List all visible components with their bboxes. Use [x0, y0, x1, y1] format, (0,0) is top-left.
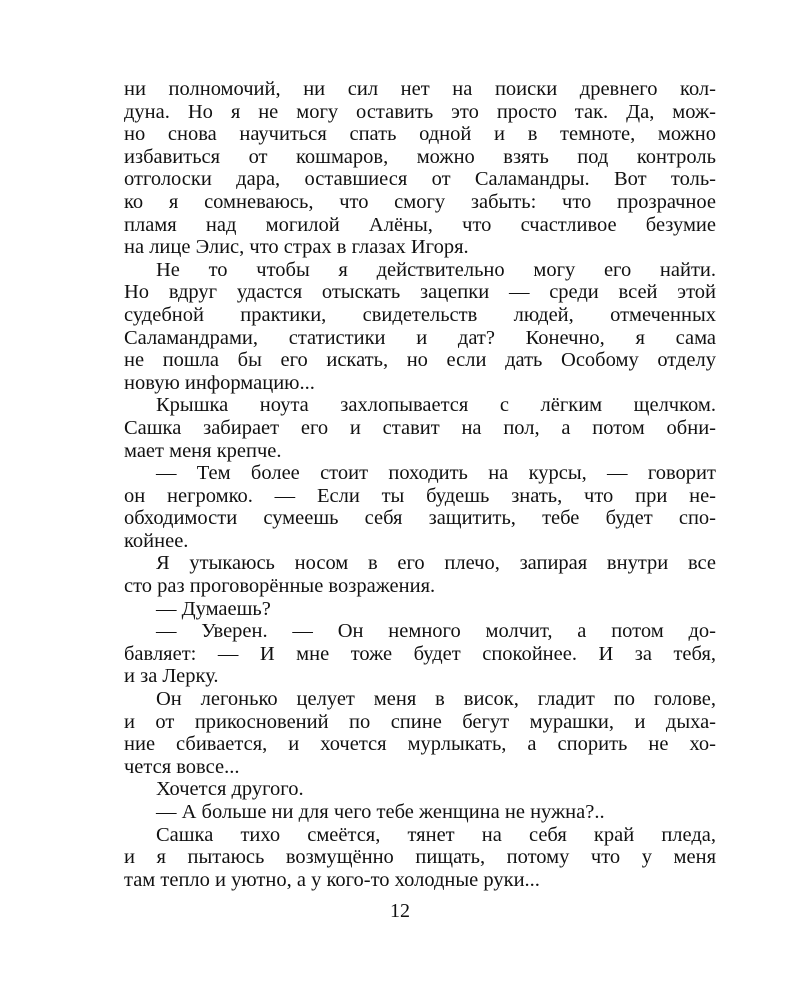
page-number: 12	[390, 900, 410, 922]
text-line: и я пытаюсь возмущённо пищать, потому что у меня	[124, 846, 716, 869]
text-line: новую информацию...	[124, 371, 315, 394]
text-line: Саламандрами, статистики и дат? Конечно, я сама	[124, 326, 716, 349]
text-line: дуна. Но я не могу оставить это просто так. Да, мож-	[124, 100, 716, 123]
text-line: не пошла бы его искать, но если дать Особому отделу	[124, 349, 716, 372]
text-line: Крышка ноута захлопывается с лёгким щелчком.	[156, 394, 716, 417]
text-line: Но вдруг удастся отыскать зацепки — среди всей этой	[124, 281, 716, 304]
body-text	[124, 78, 716, 891]
text-line: он негромко. — Если ты будешь знать, что при не-	[124, 484, 716, 507]
text-line: мает меня крепче.	[124, 439, 282, 462]
text-line: Сашка тихо смеётся, тянет на себя край пледа,	[156, 823, 716, 846]
text-line: Я утыкаюсь носом в его плечо, запирая внутри все	[156, 552, 716, 575]
text-line: — Уверен. — Он немного молчит, а потом до-	[156, 620, 716, 643]
text-line: но снова научиться спать одной и в темноте, можно	[124, 123, 716, 146]
text-line: койнее.	[124, 529, 189, 552]
text-line: ни полномочий, ни сил нет на поиски древнего кол-	[124, 78, 716, 100]
text-line: сто раз проговорённые возражения.	[124, 575, 436, 598]
text-line: — Думаешь?	[156, 597, 271, 620]
text-line: пламя над могилой Алёны, что счастливое безумие	[124, 213, 716, 236]
text-line: Не то чтобы я действительно могу его найти.	[156, 258, 716, 281]
text-line: и за Лерку.	[124, 665, 219, 688]
text-line: бавляет: — И мне тоже будет спокойнее. И за тебя,	[124, 642, 716, 665]
text-line: избавиться от кошмаров, можно взять под контроль	[124, 145, 716, 168]
text-line: отголоски дара, оставшиеся от Саламандры. Вот толь-	[124, 168, 716, 191]
text-line: чется вовсе...	[124, 755, 240, 778]
text-line: ние сбивается, и хочется мурлыкать, а спорить не хо-	[124, 733, 716, 756]
text-line: на лице Элис, что страх в глазах Игоря.	[124, 236, 469, 259]
text-line: там тепло и уютно, а у кого-то холодные руки...	[124, 868, 540, 891]
text-line: — Тем более стоит походить на курсы, — говорит	[156, 462, 716, 485]
text-line: ко я сомневаюсь, что смогу забыть: что прозрачное	[124, 190, 716, 213]
text-line: — А больше ни для чего тебе женщина не нужна?..	[156, 801, 605, 823]
text-line: Он легонько целует меня в висок, гладит по голове,	[156, 688, 716, 711]
text-line: и от прикосновений по спине бегут мурашки, и дыха-	[124, 710, 716, 733]
text-line: обходимости сумеешь себя защитить, тебе будет спо-	[124, 507, 716, 530]
text-line: судебной практики, свидетельств людей, отмеченных	[124, 303, 716, 326]
text-line: Сашка забирает его и ставит на пол, а потом обни-	[124, 416, 716, 439]
text-line: Хочется другого.	[156, 778, 304, 801]
